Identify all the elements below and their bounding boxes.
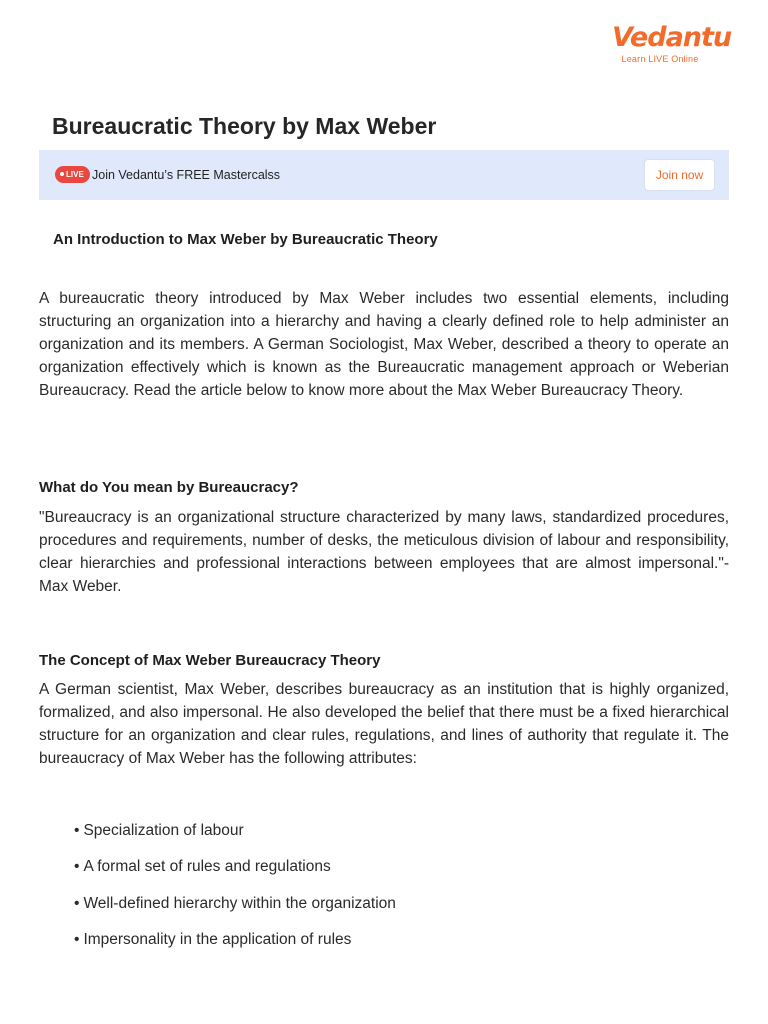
section-heading-bureaucracy-meaning: What do You mean by Bureaucracy? <box>39 479 299 496</box>
section-body-bureaucracy-meaning: "Bureaucracy is an organizational structure characterized by many laws, standardized procedures, procedures and requirements, number of desks, the meticulous division of labour and responsibility, clear hierarchies and professional interactions between employees that are almost impersonal."- Max Weber. <box>39 509 729 595</box>
banner-text: Join Vedantu’s FREE Mastercalss <box>92 168 281 182</box>
bullet-icon: • <box>74 930 80 948</box>
live-badge <box>55 166 90 183</box>
attributes-list <box>74 820 396 965</box>
live-badge-label: LIVE <box>66 170 84 179</box>
join-now-button[interactable]: Join now <box>644 159 715 191</box>
bullet-icon: • <box>74 858 80 876</box>
list-item-text: Well-defined hierarchy within the organization <box>83 894 396 912</box>
article-subtitle: An Introduction to Max Weber by Bureaucratic Theory <box>53 231 438 248</box>
list-item-text: Impersonality in the application of rules <box>83 930 352 948</box>
list-item-text: Specialization of labour <box>83 822 244 839</box>
list-item <box>74 893 396 929</box>
bullet-icon: • <box>74 894 80 912</box>
list-item <box>74 856 396 892</box>
logo-tagline: Learn LIVE Online <box>621 54 699 64</box>
logo-wordmark: Vedantu <box>612 22 732 53</box>
list-item <box>74 929 396 965</box>
masterclass-banner <box>39 150 729 200</box>
live-dot-icon <box>60 172 64 176</box>
section-body-concept: A German scientist, Max Weber, describes bureaucracy as an institution that is highly organized, formalized, and also impersonal. He also developed the belief that there must be a fixed hierarchical structure for an organization and clear rules, regulations, and lines of authority that regulate it. The bureaucracy of Max Weber has the following attributes: <box>39 681 729 767</box>
list-item-text: A formal set of rules and regulations <box>83 858 331 876</box>
intro-paragraph: A bureaucratic theory introduced by Max Weber includes two essential elements, including structuring an organization into a hierarchy and having a clearly defined role to help administer an organization and its members. A German Sociologist, Max Weber, described a theory to operate an organization effectively which is known as the Bureaucratic management approach or Weberian Bureaucracy. Read the article below to know more about the Max Weber Bureaucracy Theory. <box>39 290 729 399</box>
vedantu-logo[interactable] <box>612 22 732 64</box>
list-item <box>74 820 396 856</box>
section-heading-concept: The Concept of Max Weber Bureaucracy Theory <box>39 652 381 669</box>
page-title: Bureaucratic Theory by Max Weber <box>52 113 437 139</box>
bullet-icon: • <box>74 822 80 839</box>
